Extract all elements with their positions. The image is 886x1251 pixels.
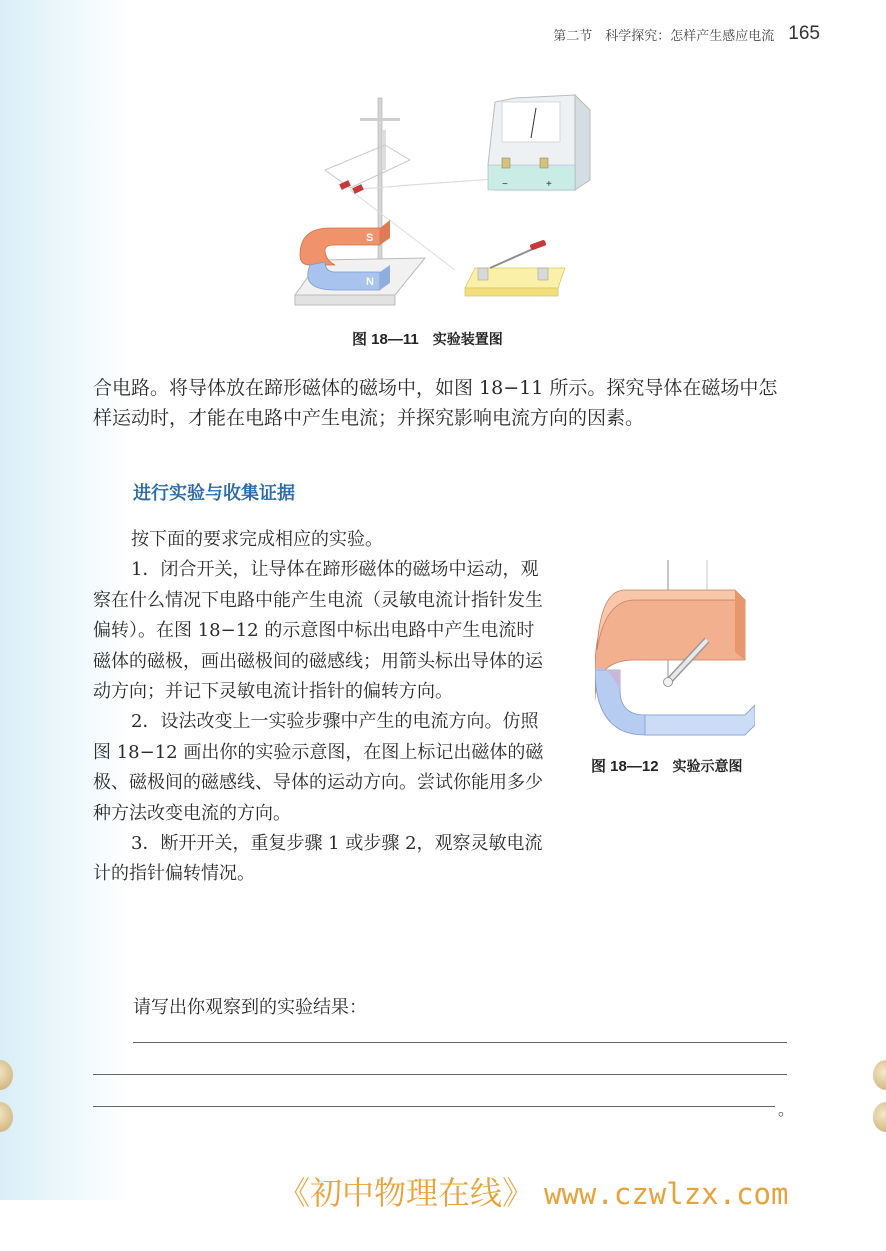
section-title: 第二节 科学探究：怎样产生感应电流 [553,28,775,44]
meter-terminal-plus: + [546,179,552,190]
figure1-caption [352,328,503,349]
figure1-title: 实验装置图 [432,332,503,348]
magnet-pole-s: S [366,232,374,244]
answer-line-1[interactable] [133,1042,787,1043]
answer-line-2[interactable] [93,1074,787,1075]
figure1-label: 图 18—11 [352,331,419,348]
step-1: 1．闭合开关，让导体在蹄形磁体的磁场中运动，观察在什么情况下电路中能产生电流（灵敏电流计指针发生偏转）。在图 18−12 的示意图中标出电路中产生电流时磁体的磁极，画出磁极间的磁感线；用箭头标出导体的运动方向；并记下灵敏电流计指针的偏转方向。 [93,559,543,703]
result-prompt: 请写出你观察到的实验结果： [133,997,367,1018]
step-2: 2．设法改变上一实验步骤中产生的电流方向。仿照图 18−12 画出你的实验示意图，在图上标记出磁体的磁极、磁极间的磁感线、导体的运动方向。尝试你能用多少种方法改变电流的方向。 [93,711,544,824]
watermark-url: www.czwlzx.com [544,1177,789,1211]
steps-intro: 按下面的要求完成相应的实验。 [131,529,383,550]
end-mark: 。 [778,1100,795,1119]
experiment-schematic-illustration [595,560,755,750]
page-header [520,20,820,48]
section-heading: 进行实验与收集证据 [133,483,295,504]
figure2-caption [591,755,743,776]
experiment-steps [93,525,551,890]
figure2-title: 实验示意图 [672,759,743,775]
figure2-label: 图 18—12 [591,758,659,775]
watermark-name: 《初中物理在线》 [278,1174,535,1212]
watermark [278,1168,788,1214]
experiment-apparatus-illustration [290,90,600,315]
answer-line-3[interactable] [93,1106,775,1107]
magnet-pole-n: N [366,276,374,288]
step-3: 3．断开开关，重复步骤 1 或步骤 2，观察灵敏电流计的指针偏转情况。 [93,833,543,885]
page-number: 165 [788,23,820,44]
intro-paragraph: 合电路。将导体放在蹄形磁体的磁场中，如图 18−11 所示。探究导体在磁场中怎样运动时，才能在电路中产生电流；并探究影响电流方向的因素。 [93,377,778,429]
meter-terminal-minus: − [502,179,508,190]
